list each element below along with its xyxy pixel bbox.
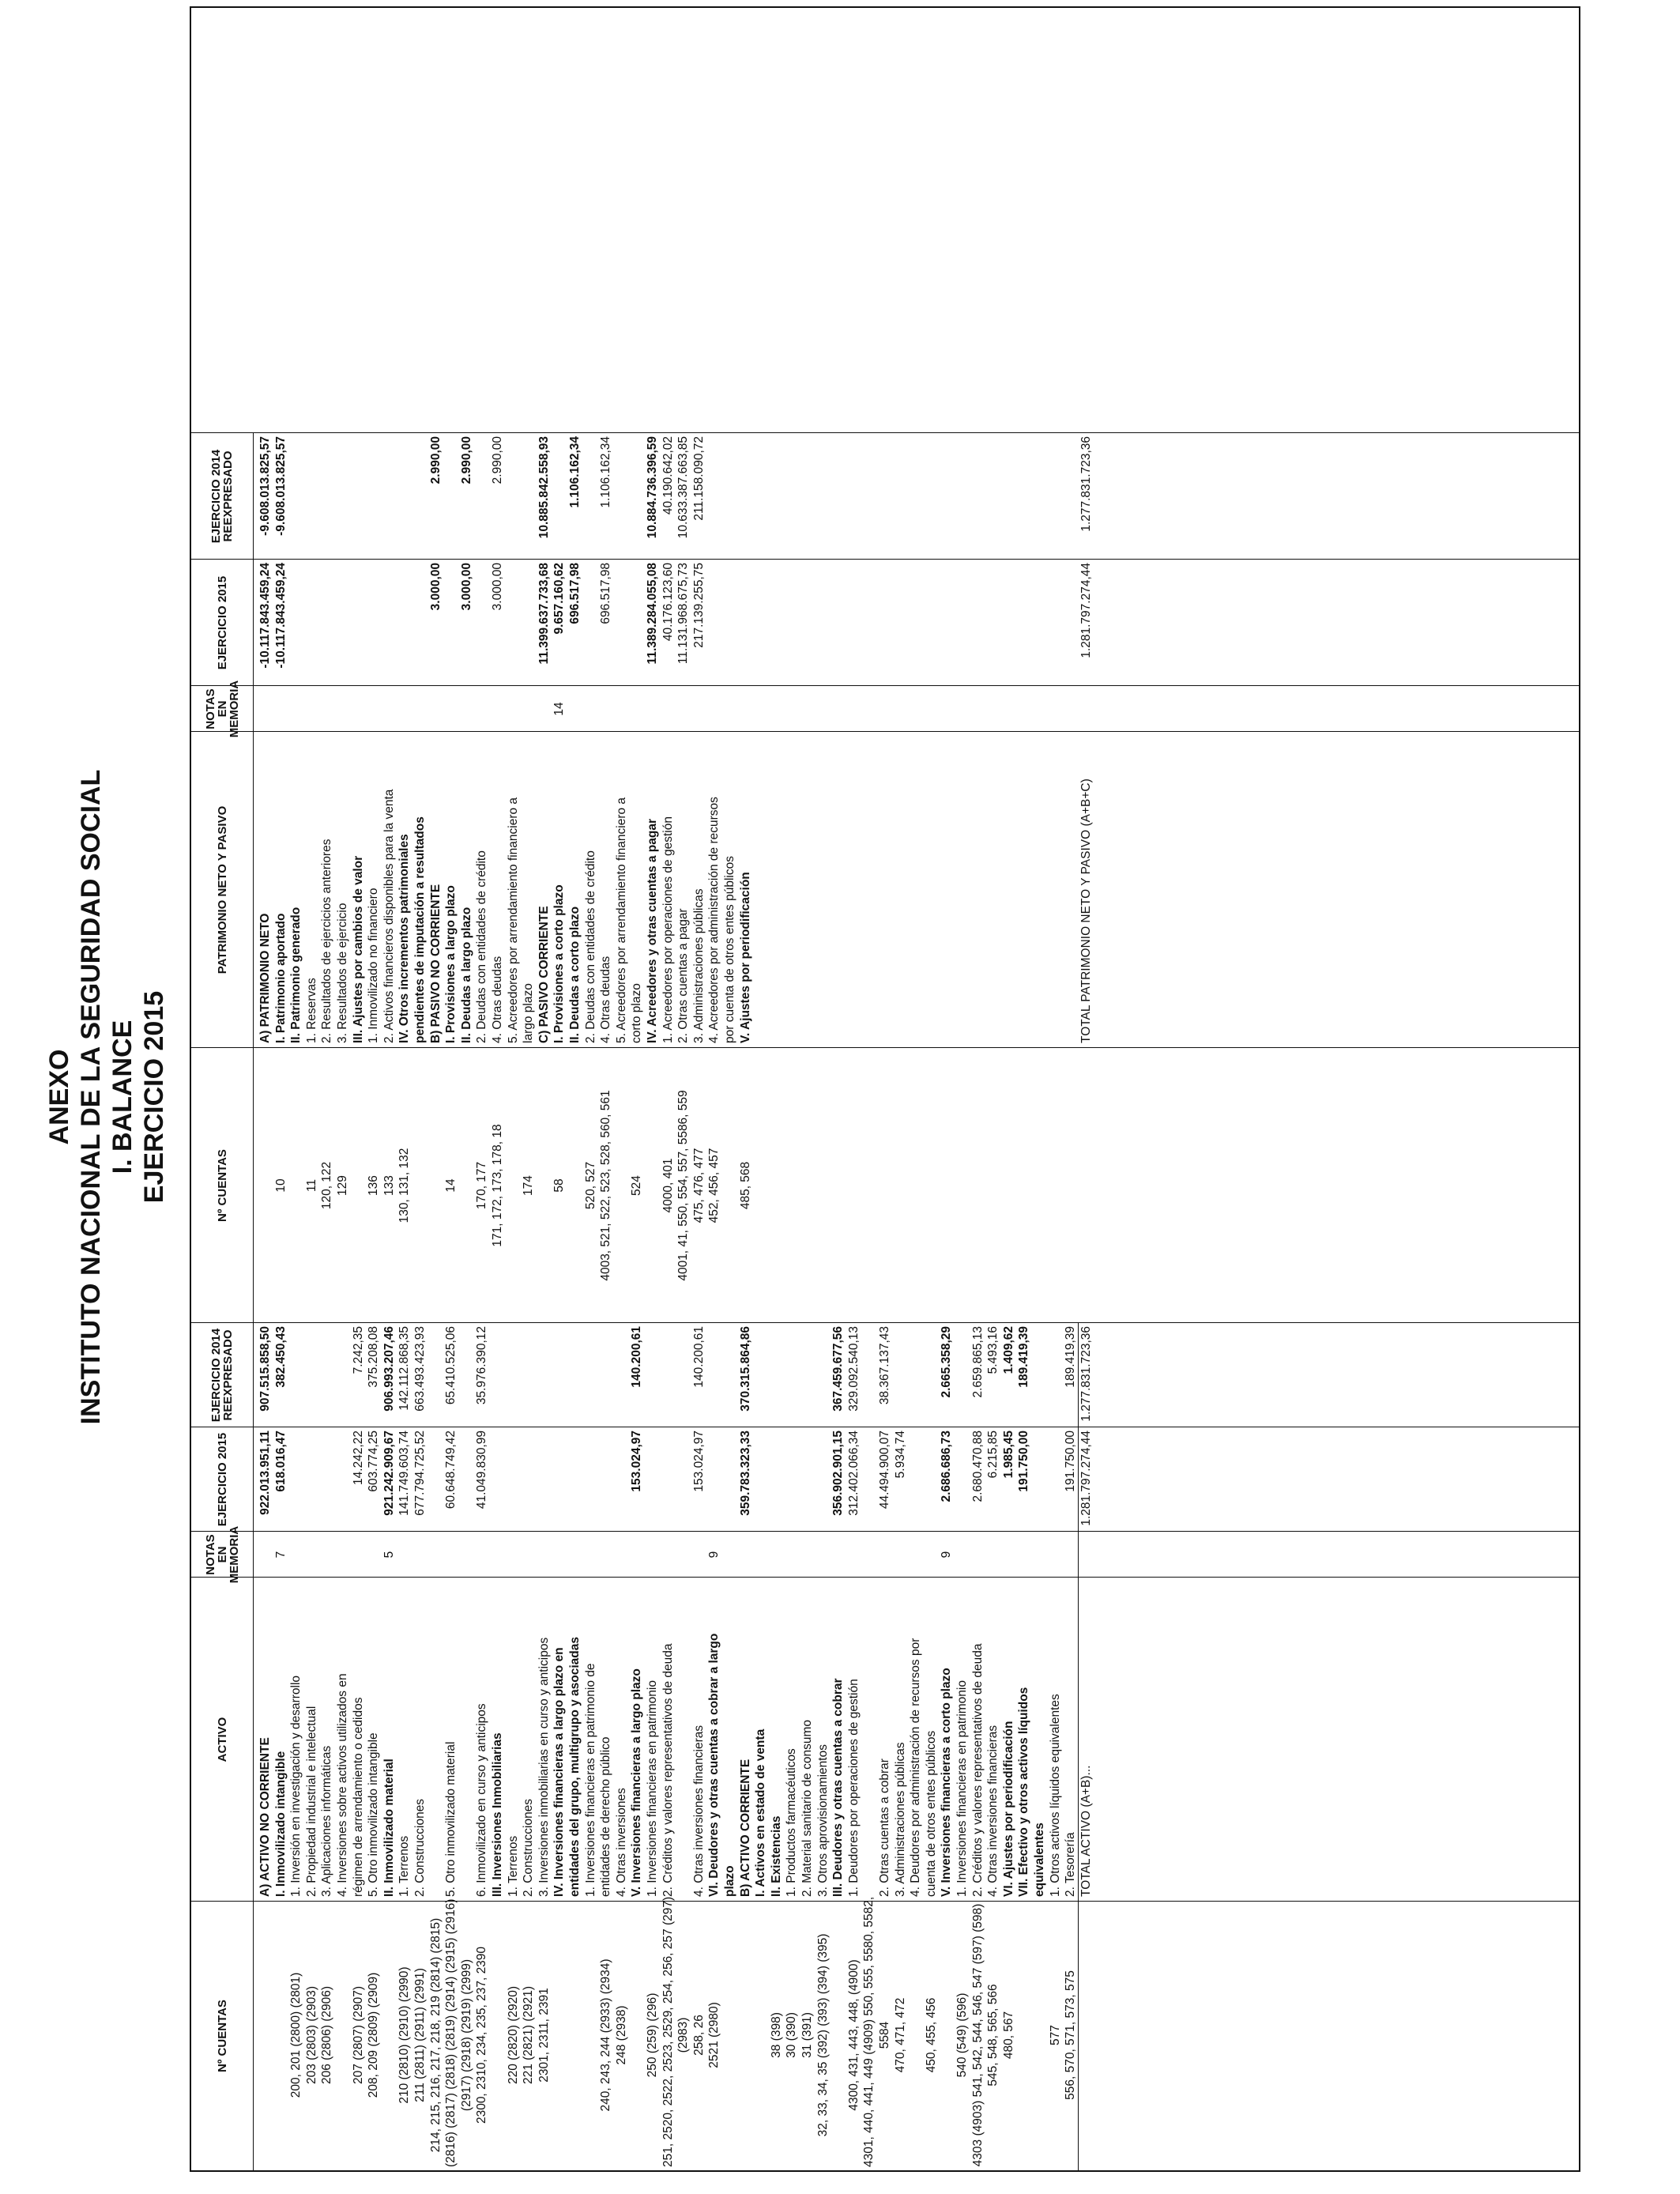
liability-line-label: 2. Deudas con entidades de crédito: [583, 850, 597, 1043]
liability-line-label: 4. Otras deudas: [599, 956, 613, 1043]
account-code: 4301, 440, 441, 449 (4909) 550, 555, 5580, 5582,: [862, 1896, 876, 2167]
account-code-pasivo: 133: [382, 1175, 396, 1196]
column-divider: [191, 559, 1579, 560]
asset-value-2014: 906.993.207,46: [382, 1326, 396, 1412]
account-code-pasivo: 120, 122: [320, 1161, 334, 1210]
asset-line-label: V. Inversiones financieras a corto plazo: [940, 1668, 954, 1897]
asset-value-2015: 6.215,85: [986, 1431, 1000, 1479]
liability-value-2014: 10.885.842.558,93: [537, 436, 551, 539]
asset-line-label: 3. Inversiones inmobiliarias en curso y anticipos: [537, 1637, 551, 1897]
asset-line-label: entidades del grupo, multigrupo y asociadas: [568, 1636, 582, 1897]
col-header-activo: ACTIVO: [215, 1717, 229, 1762]
asset-value-2014: 5.493,16: [986, 1326, 1000, 1374]
account-code-pasivo: 130, 131, 132: [397, 1148, 412, 1223]
liability-line-label: 2. Resultados de ejercicios anteriores: [320, 839, 334, 1043]
liability-value-2015: 11.399.637.733,68: [537, 563, 551, 665]
column-divider: [191, 731, 1579, 732]
liability-value-2014: 10.633.387.663,85: [676, 436, 691, 539]
liability-value-2015: 40.176.123,60: [661, 563, 675, 642]
memo-note: 7: [273, 1551, 288, 1559]
liability-value-2014: 2.990,00: [428, 436, 443, 484]
col-header-pasivo: PATRIMONIO NETO Y PASIVO: [215, 805, 229, 974]
asset-line-label: 2. Propiedad industrial e intelectual: [304, 1706, 318, 1897]
asset-value-2015: 191.750,00: [1017, 1431, 1031, 1492]
account-code: 540 (549) (596): [955, 1992, 969, 2078]
column-divider: [191, 432, 1579, 433]
asset-value-2014: 189.419,39: [1017, 1326, 1031, 1388]
col-header-cuentas-pasivo: Nº CUENTAS: [215, 1149, 229, 1222]
asset-value-2015: 312.402.066,34: [846, 1431, 861, 1516]
liability-value-2015: 9.657.160,62: [552, 563, 567, 635]
account-code-pasivo: 520, 527: [583, 1161, 597, 1210]
asset-line-label: 5. Otro inmovilizado material: [444, 1741, 458, 1897]
liability-value-2014: 2.990,00: [491, 436, 504, 484]
liability-value-2014: 211.158.090,72: [691, 436, 706, 521]
account-code: (2917) (2918) (2919) (2999): [459, 1958, 473, 2112]
account-code: 450, 455, 456: [924, 1997, 938, 2073]
asset-value-2015: 41.049.830,99: [475, 1431, 489, 1510]
liability-value-2014: 1.106.162,34: [599, 436, 613, 508]
column-divider: [191, 1047, 1579, 1048]
annex-title: ANEXO: [44, 1049, 74, 1145]
account-code: 38 (398): [769, 2012, 783, 2058]
liability-line-label: IV. Acreedores y otras cuentas a pagar: [646, 818, 659, 1043]
asset-line-label: régimen de arrendamiento o cedidos: [351, 1697, 365, 1897]
liability-line-label: B) PASIVO NO CORRIENTE: [428, 884, 443, 1043]
liability-line-label: I. Provisiones a corto plazo: [552, 884, 567, 1043]
account-code-pasivo: 524: [630, 1175, 644, 1196]
col-header-ejercicio-2015-pasivo: EJERCICIO 2015: [215, 575, 229, 670]
account-code-pasivo: 452, 456, 457: [707, 1148, 721, 1223]
account-code: 211 (2811) (2911) (2991): [413, 1968, 427, 2102]
account-code: 208, 209 (2809) (2909): [367, 1972, 381, 2098]
asset-line-label: 4. Otras inversiones financieras: [691, 1725, 706, 1897]
asset-value-2014: 663.493.423,93: [413, 1326, 427, 1412]
asset-value-2014: 65.410.525,06: [444, 1326, 458, 1405]
asset-value-2014: 189.419,39: [1064, 1326, 1078, 1388]
total-pasivo-label: TOTAL PATRIMONIO NETO Y PASIVO (A+B+C): [1079, 778, 1093, 1043]
asset-line-label: 1. Deudores por operaciones de gestión: [846, 1679, 861, 1897]
asset-line-label: 4. Deudores por administración de recursos por: [909, 1638, 923, 1897]
asset-value-2015: 677.794.725,52: [413, 1431, 427, 1516]
asset-value-2014: 35.976.390,12: [475, 1326, 489, 1405]
asset-value-2014: 370.315.864,86: [738, 1326, 752, 1412]
account-code-pasivo: 11: [304, 1178, 318, 1193]
asset-line-label: 3. Administraciones públicas: [893, 1742, 907, 1897]
liability-value-2014: -9.608.013.825,57: [273, 436, 288, 536]
asset-value-2014: 1.277.831.723,36: [1079, 1326, 1093, 1422]
asset-line-label: 2. Material sanitario de consumo: [800, 1719, 814, 1897]
asset-line-label: 1. Inversiones financieras en patrimonio: [646, 1680, 659, 1897]
account-code: (2816) (2817) (2818) (2819) (2914) (2915) (2916): [444, 1898, 458, 2167]
asset-value-2015: 921.242.909,67: [382, 1431, 396, 1516]
asset-line-label: VII. Efectivo y otros activos líquidos: [1017, 1687, 1031, 1897]
liability-value-2014: 1.106.162,34: [568, 436, 582, 508]
account-code-pasivo: 171, 172, 173, 178, 18: [491, 1124, 504, 1247]
asset-value-2014: 38.367.137,43: [878, 1326, 891, 1405]
account-code: 556, 570, 571, 573, 575: [1064, 1970, 1078, 2100]
asset-line-label: 3. Aplicaciones informáticas: [320, 1745, 334, 1897]
account-code: 480, 567: [1001, 2011, 1015, 2060]
col-header-cuentas: Nº CUENTAS: [215, 2000, 229, 2072]
asset-line-label: 2. Construcciones: [522, 1798, 536, 1897]
account-code-pasivo: 14: [444, 1178, 458, 1193]
account-code-pasivo: 58: [552, 1178, 567, 1193]
account-code: 203 (2803) (2903): [304, 1985, 318, 2085]
liability-line-label: 2. Activos financieros disponibles para la venta: [382, 789, 396, 1043]
liability-value-2014: -9.608.013.825,57: [258, 436, 272, 536]
account-code: 221 (2821) (2921): [522, 1985, 536, 2085]
liability-value-2015: 696.517,98: [568, 563, 582, 624]
liability-value-2015: 3.000,00: [459, 563, 473, 611]
asset-line-label: entidades de derecho público: [599, 1736, 613, 1897]
account-code: 470, 471, 472: [893, 1997, 907, 2073]
account-code: 2300, 2310, 234, 235, 237, 2390: [475, 1946, 489, 2124]
asset-value-2015: 141.749.603,74: [397, 1431, 412, 1516]
liability-value-2015: 11.131.968.675,73: [676, 563, 691, 665]
account-code-pasivo: 4001, 41, 550, 554, 557, 5586, 559: [676, 1090, 691, 1281]
account-code: 5584: [878, 2021, 891, 2049]
liability-value-2015: 3.000,00: [491, 563, 504, 611]
asset-line-label: I. Inmovilizado intangible: [273, 1751, 288, 1897]
col-header-notas-pasivo: NOTAS EN MEMORIA: [203, 680, 241, 738]
asset-line-label: 1. Inversiones financieras en patrimonio de: [583, 1663, 597, 1897]
liability-line-label: 4. Acreedores por administración de recursos: [707, 797, 721, 1043]
liability-value-2015: 11.389.284.055,08: [646, 563, 659, 665]
memo-note-pasivo: 14: [552, 702, 567, 716]
account-code-pasivo: 174: [522, 1175, 536, 1196]
account-code: 545, 548, 565, 566: [986, 1984, 1000, 2087]
asset-value-2015: 14.242,22: [351, 1431, 365, 1485]
asset-line-label: 4. Otras inversiones: [614, 1788, 628, 1897]
asset-line-label: 2. Construcciones: [413, 1798, 427, 1897]
asset-value-2015: 60.648.749,42: [444, 1431, 458, 1510]
account-code: 240, 243, 244 (2933) (2934): [599, 1958, 613, 2112]
account-code-pasivo: 4000, 401: [661, 1158, 675, 1213]
asset-line-label: 2. Créditos y valores representativos de deuda: [661, 1643, 675, 1897]
liability-line-label: 4. Otras deudas: [491, 956, 504, 1043]
balance-table: [190, 6, 1580, 2172]
asset-line-label: 1. Terrenos: [397, 1835, 412, 1897]
asset-line-label: B) ACTIVO CORRIENTE: [738, 1759, 752, 1897]
asset-line-label: III. Deudores y otras cuentas a cobrar: [831, 1678, 846, 1897]
liability-line-label: II. Deudas a largo plazo: [459, 907, 473, 1043]
total-pasivo-2015: 1.281.797.274,44: [1079, 563, 1093, 658]
asset-value-2015: 2.680.470,88: [970, 1431, 985, 1502]
account-code: 31 (391): [800, 2012, 814, 2058]
asset-line-label: 1. Otros activos líquidos equivalentes: [1048, 1694, 1062, 1897]
column-divider: [191, 1577, 1579, 1578]
asset-line-label: 5. Otro inmovilizado intangible: [367, 1732, 381, 1897]
account-code: 214, 215, 216, 217, 218, 219 (2814) (2815): [428, 1917, 443, 2153]
asset-value-2014: 907.515.858,50: [258, 1326, 272, 1412]
asset-line-label: 2. Tesorería: [1064, 1832, 1078, 1897]
col-header-notas: NOTAS EN MEMORIA: [203, 1525, 241, 1584]
liability-value-2015: 3.000,00: [428, 563, 443, 611]
asset-line-label: A) ACTIVO NO CORRIENTE: [258, 1737, 272, 1897]
account-code: 207 (2807) (2907): [351, 1985, 365, 2085]
asset-line-label: II. Existencias: [769, 1815, 783, 1897]
col-header-ejercicio-2014: EJERCICIO 2014 REEXPRESADO: [209, 1328, 235, 1423]
liability-line-label: 2. Deudas con entidades de crédito: [475, 850, 489, 1043]
asset-value-2015: 191.750,00: [1064, 1431, 1078, 1492]
account-code: 200, 201 (2800) (2801): [289, 1972, 303, 2098]
asset-line-label: 4. Otras inversiones financieras: [986, 1725, 1000, 1897]
account-code-pasivo: 485, 568: [738, 1161, 752, 1210]
liability-line-label: C) PASIVO CORRIENTE: [537, 906, 551, 1043]
liability-line-label: 3. Administraciones públicas: [691, 888, 706, 1043]
asset-value-2014: 2.659.865,13: [970, 1326, 985, 1398]
liability-line-label: 1. Reservas: [304, 978, 318, 1043]
account-code: 2521 (2980): [707, 2002, 721, 2068]
asset-value-2014: 140.200,61: [630, 1326, 644, 1388]
asset-value-2015: 356.902.901,15: [831, 1431, 846, 1516]
account-code-pasivo: 136: [367, 1175, 381, 1196]
col-header-ejercicio-2014-pasivo: EJERCICIO 2014 REEXPRESADO: [209, 449, 235, 544]
asset-line-label: VI. Deudores y otras cuentas a cobrar a largo: [707, 1633, 721, 1897]
asset-value-2014: 2.665.358,29: [940, 1326, 954, 1398]
asset-value-2014: 7.242,35: [351, 1326, 365, 1374]
liability-line-label: II. Deudas a corto plazo: [568, 906, 582, 1043]
account-code: 32, 33, 34, 35 (392) (393) (394) (395): [816, 1933, 830, 2137]
asset-value-2014: 367.459.677,56: [831, 1326, 846, 1412]
asset-line-label: 1. Inversión en investigación y desarrollo: [289, 1675, 303, 1897]
asset-line-label: 1. Inversiones financieras en patrimonio: [955, 1680, 969, 1897]
liability-line-label: I. Patrimonio aportado: [273, 913, 288, 1043]
memo-note: 5: [382, 1551, 396, 1559]
asset-line-label: II. Inmovilizado material: [382, 1759, 396, 1897]
asset-value-2015: 44.494.900,07: [878, 1431, 891, 1510]
asset-line-label: 6. Inmovilizado en curso y anticipos: [475, 1703, 489, 1897]
asset-line-label: 2. Créditos y valores representativos de deuda: [970, 1643, 985, 1897]
liability-line-label: por cuenta de otros entes públicos: [723, 856, 736, 1043]
asset-value-2014: 140.200,61: [691, 1326, 706, 1388]
asset-value-2015: 2.686.686,73: [940, 1431, 954, 1502]
total-divider: [1078, 1323, 1079, 2170]
asset-value-2014: 329.092.540,13: [846, 1326, 861, 1412]
asset-value-2014: 1.409,62: [1001, 1326, 1015, 1374]
account-code: 4303 (4903) 541, 542, 544, 546, 547 (597) (598): [970, 1903, 985, 2167]
liability-line-label: 2. Otras cuentas a pagar: [676, 908, 691, 1043]
asset-line-label: III. Inversiones Inmobiliarias: [491, 1732, 504, 1897]
liability-line-label: corto plazo: [630, 983, 644, 1043]
asset-line-label: 2. Otras cuentas a cobrar: [878, 1759, 891, 1897]
liability-line-label: V. Ajustes por periodificación: [738, 872, 752, 1043]
fiscal-year-title: EJERCICIO 2015: [139, 990, 169, 1204]
account-code-pasivo: 10: [273, 1178, 288, 1193]
column-divider: [191, 685, 1579, 686]
liability-value-2015: -10.117.843.459,24: [258, 563, 272, 669]
asset-value-2015: 153.024,97: [630, 1431, 644, 1492]
account-code: 2301, 2311, 2391: [537, 1988, 551, 2083]
asset-value-2015: 1.281.797.274,44: [1079, 1431, 1093, 1526]
liability-line-label: 5. Acreedores por arrendamiento financiero a: [614, 797, 628, 1043]
column-divider: [191, 1901, 1579, 1902]
liability-line-label: 1. Acreedores por operaciones de gestión: [661, 816, 675, 1043]
liability-line-label: 3. Resultados de ejercicio: [336, 903, 349, 1043]
liability-value-2015: -10.117.843.459,24: [273, 563, 288, 669]
account-code: 220 (2820) (2920): [506, 1985, 520, 2085]
report-title: I. BALANCE: [107, 1020, 137, 1174]
asset-line-label: 1. Productos farmacéuticos: [785, 1748, 799, 1897]
account-code-pasivo: 170, 177: [475, 1161, 489, 1210]
account-code: 251, 2520, 2522, 2523, 2529, 254, 256, 257 (297): [661, 1896, 675, 2167]
account-code: 258, 26: [691, 2015, 706, 2056]
asset-line-label: VI. Ajustes por periodificación: [1001, 1721, 1015, 1897]
asset-line-label: TOTAL ACTIVO (A+B)...: [1079, 1765, 1093, 1897]
total-pasivo-2014: 1.277.831.723,36: [1079, 436, 1093, 532]
account-code: 30 (390): [785, 2012, 799, 2058]
liability-line-label: IV. Otros incrementos patrimoniales: [397, 834, 412, 1043]
memo-note: 9: [940, 1551, 954, 1559]
liability-line-label: 1. Inmovilizado no financiero: [367, 888, 381, 1043]
asset-line-label: V. Inversiones financieras a largo plazo: [630, 1668, 644, 1897]
asset-line-label: cuenta de otros entes públicos: [924, 1730, 938, 1897]
asset-value-2014: 142.112.868,35: [397, 1326, 412, 1411]
asset-value-2014: 375.208,08: [367, 1326, 381, 1388]
account-code: 250 (259) (296): [646, 1992, 659, 2078]
liability-line-label: I. Provisiones a largo plazo: [444, 885, 458, 1043]
header-divider: [253, 433, 254, 2170]
liability-line-label: III. Ajustes por cambios de valor: [351, 855, 365, 1043]
account-code: 577: [1048, 2025, 1062, 2045]
asset-line-label: 1. Terrenos: [506, 1835, 520, 1897]
account-code-pasivo: 129: [336, 1175, 349, 1196]
col-header-ejercicio-2015: EJERCICIO 2015: [215, 1432, 229, 1527]
asset-value-2015: 359.783.323,33: [738, 1431, 752, 1516]
asset-line-label: 3. Otros aprovisionamientos: [816, 1744, 830, 1897]
liability-value-2015: 696.517,98: [599, 563, 613, 624]
institution-title: INSTITUTO NACIONAL DE LA SEGURIDAD SOCIAL: [76, 769, 106, 1425]
liability-line-label: largo plazo: [522, 983, 536, 1043]
liability-value-2014: 40.190.642,02: [661, 436, 675, 515]
account-code-pasivo: 4003, 521, 522, 523, 528, 560, 561: [599, 1090, 613, 1281]
asset-line-label: IV. Inversiones financieras a largo plazo en: [552, 1647, 567, 1897]
column-divider: [191, 1322, 1579, 1323]
asset-line-label: I. Activos en estado de venta: [754, 1728, 768, 1897]
asset-value-2015: 618.016,47: [273, 1431, 288, 1492]
asset-value-2015: 5.934,74: [893, 1431, 907, 1479]
liability-value-2014: 10.884.736.396,59: [646, 436, 659, 539]
asset-line-label: equivalentes: [1033, 1823, 1046, 1897]
asset-value-2015: 1.985,45: [1001, 1431, 1015, 1479]
account-code: 206 (2806) (2906): [320, 1985, 334, 2085]
asset-line-label: plazo: [723, 1865, 736, 1897]
liability-line-label: 5. Acreedores por arrendamiento financiero a: [506, 797, 520, 1043]
liability-value-2015: 217.139.255,75: [691, 563, 706, 648]
asset-value-2014: 382.450,43: [273, 1326, 288, 1388]
account-code: 248 (2938): [614, 2005, 628, 2065]
liability-value-2014: 2.990,00: [459, 436, 473, 484]
liability-line-label: II. Patrimonio generado: [289, 907, 303, 1043]
liability-line-label: pendientes de imputación a resultados: [413, 816, 427, 1043]
memo-note: 9: [707, 1551, 721, 1559]
account-code: 210 (2810) (2910) (2990): [397, 1966, 412, 2104]
account-code: 4300, 431, 443, 448, (4900): [846, 1959, 861, 2111]
asset-value-2015: 922.013.951,11: [258, 1431, 272, 1515]
liability-line-label: A) PATRIMONIO NETO: [258, 913, 272, 1043]
asset-value-2015: 153.024,97: [691, 1431, 706, 1492]
account-code-pasivo: 475, 476, 477: [691, 1148, 706, 1223]
account-code: (2983): [676, 2017, 691, 2053]
asset-value-2015: 603.774,25: [367, 1431, 381, 1492]
asset-line-label: 4. Inversiones sobre activos utilizados en: [336, 1673, 349, 1897]
